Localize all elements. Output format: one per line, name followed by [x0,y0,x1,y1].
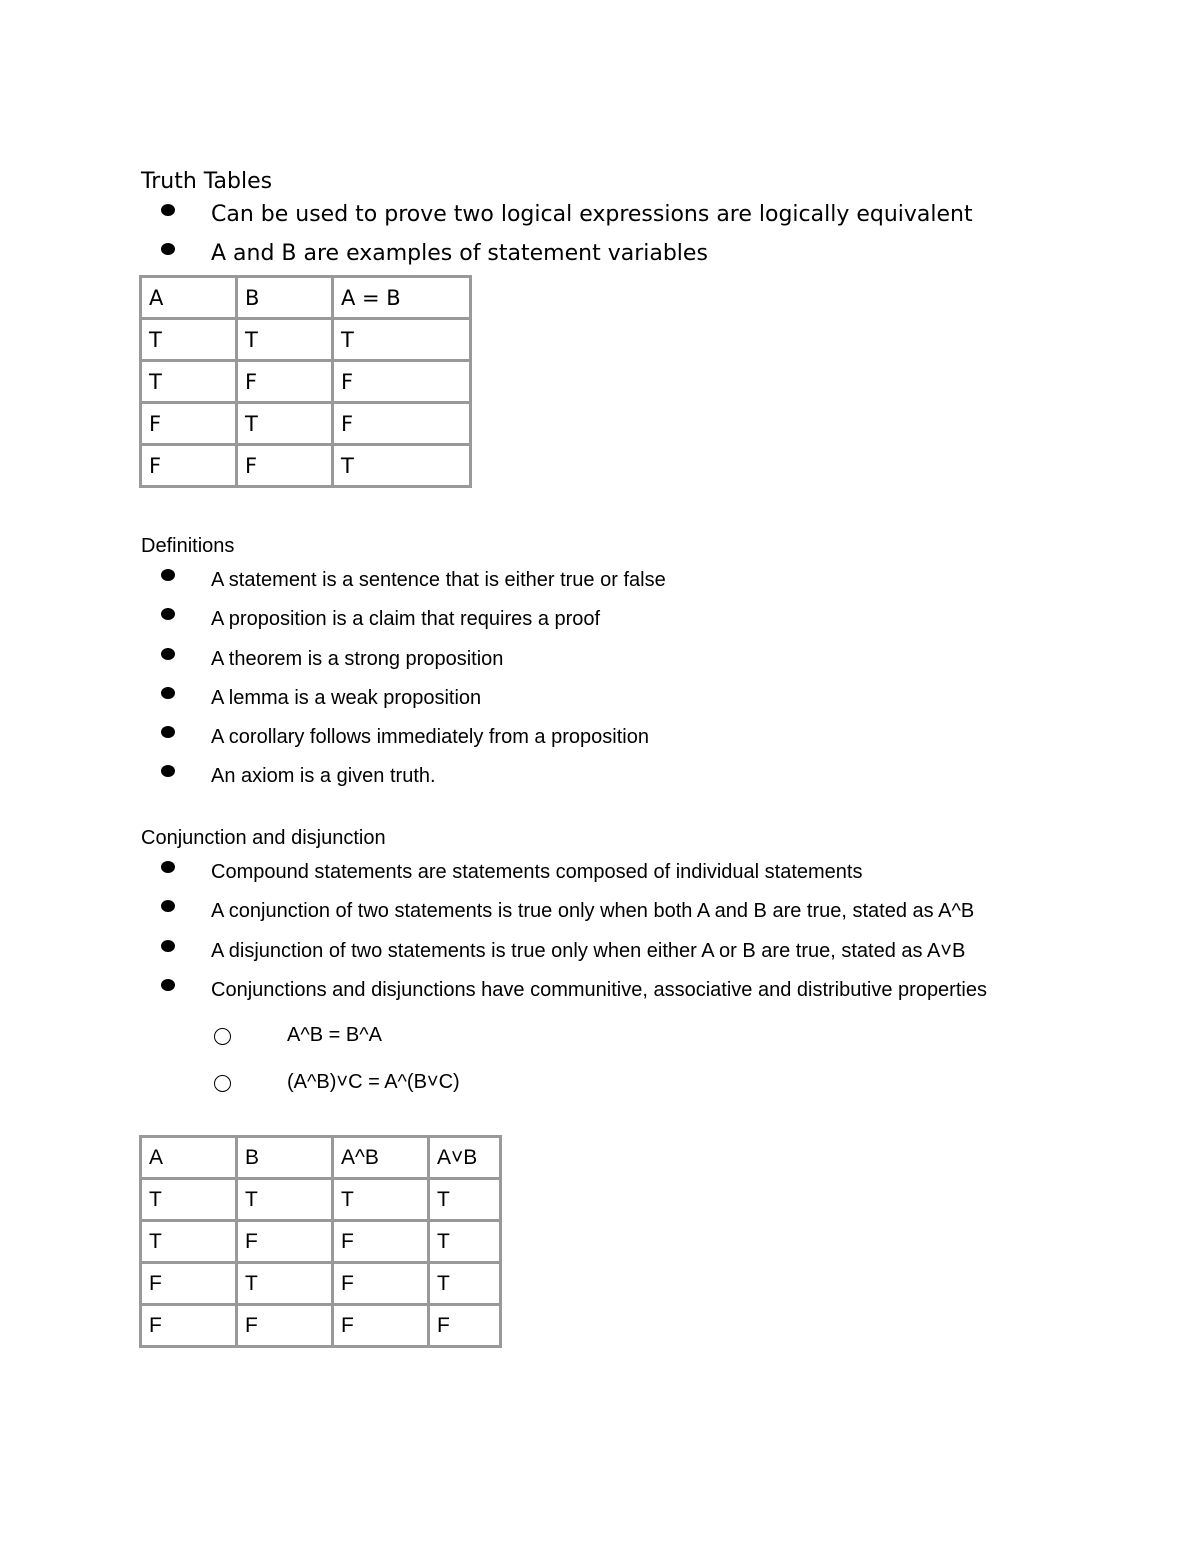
definitions-bullet-list [141,568,666,804]
bullet-dot-icon [161,204,175,216]
definitions-heading: Definitions [141,535,235,557]
equivalence-truth-table [139,275,472,488]
list-item-text: Compound statements are statements composed of individual statements [211,861,863,883]
table-header-cell: A˅B [429,1137,501,1179]
definitions-section [141,534,666,804]
table-cell: T [429,1179,501,1221]
conjunction-truth-table [139,1135,502,1348]
hollow-bullet-icon [214,1028,231,1045]
table-cell: F [141,1305,237,1347]
conjunction-bullet-list [141,860,987,1017]
bullet-dot-icon [161,726,175,738]
table-cell: F [141,403,237,445]
bullet-dot-icon [161,861,175,873]
bullet-dot-icon [161,243,175,255]
table-cell: F [141,445,237,487]
table-cell: F [237,1221,333,1263]
table-row [141,1179,501,1221]
table-cell: T [429,1263,501,1305]
table-cell: T [237,319,333,361]
table-header-cell: A^B [333,1137,429,1179]
property-sub-list [141,1023,987,1117]
bullet-dot-icon [161,687,175,699]
truth-tables-section [141,169,973,280]
list-item [141,860,987,899]
truth-tables-bullet-list [141,202,973,280]
conjunction-section [141,826,987,1117]
table-cell: F [333,1221,429,1263]
table-cell: F [237,361,333,403]
table-row [141,1221,501,1263]
list-item [141,607,666,646]
table-row [141,1263,501,1305]
table-cell: T [333,445,471,487]
list-item-text: A and B are examples of statement variables [211,241,708,266]
table-cell: T [141,361,237,403]
table-header-cell: B [237,1137,333,1179]
table-cell: T [141,1179,237,1221]
table-header-cell: A = B [333,277,471,319]
table-cell: F [333,1263,429,1305]
table-cell: F [333,361,471,403]
list-item [141,202,973,241]
hollow-bullet-icon [214,1075,231,1092]
table-cell: T [237,403,333,445]
table-cell: T [429,1221,501,1263]
list-item [141,939,987,978]
table-cell: T [333,1179,429,1221]
table-cell: F [237,445,333,487]
list-item [141,1070,987,1117]
bullet-dot-icon [161,979,175,991]
table-header-cell: A [141,277,237,319]
table-row [141,403,471,445]
list-item [141,978,987,1017]
table-cell: T [237,1179,333,1221]
table-row [141,361,471,403]
list-item [141,686,666,725]
list-item-text: Conjunctions and disjunctions have communitive, associative and distributive properties [211,978,987,1001]
table-cell: T [237,1263,333,1305]
list-item-text: A conjunction of two statements is true only when both A and B are true, stated as A^B [211,900,975,923]
list-item [141,725,666,764]
table-cell: F [333,1305,429,1347]
table-row [141,445,471,487]
list-item-text: An axiom is a given truth. [211,765,436,788]
table-cell: T [141,319,237,361]
list-item-text: (A^B)˅C = A^(B˅C) [287,1071,460,1094]
conjunction-heading: Conjunction and disjunction [141,827,386,849]
bullet-dot-icon [161,648,175,660]
list-item [141,764,666,803]
list-item-text: A corollary follows immediately from a proposition [211,726,649,749]
list-item-text: A disjunction of two statements is true only when either A or B are true, stated as A˅B [211,939,966,962]
table-cell: T [141,1221,237,1263]
list-item [141,1023,987,1070]
list-item-text: A statement is a sentence that is either true or false [211,569,666,591]
bullet-dot-icon [161,569,175,581]
list-item [141,899,987,938]
list-item-text: A proposition is a claim that requires a proof [211,608,601,631]
list-item-text: A lemma is a weak proposition [211,686,482,709]
table-cell: F [141,1263,237,1305]
table-cell: F [237,1305,333,1347]
table-cell: T [333,319,471,361]
list-item [141,647,666,686]
list-item [141,568,666,607]
list-item-text: A^B = B^A [287,1024,382,1047]
table-row [141,1305,501,1347]
bullet-dot-icon [161,900,175,912]
table-cell: F [429,1305,501,1347]
list-item-text: Can be used to prove two logical expressions are logically equivalent [211,202,973,227]
bullet-dot-icon [161,765,175,777]
table-cell: F [333,403,471,445]
bullet-dot-icon [161,608,175,620]
table-header-row [141,277,471,319]
table-header-cell: A [141,1137,237,1179]
truth-tables-heading: Truth Tables [141,169,273,194]
table-header-row [141,1137,501,1179]
table-row [141,319,471,361]
list-item-text: A theorem is a strong proposition [211,647,504,670]
table-header-cell: B [237,277,333,319]
bullet-dot-icon [161,940,175,952]
